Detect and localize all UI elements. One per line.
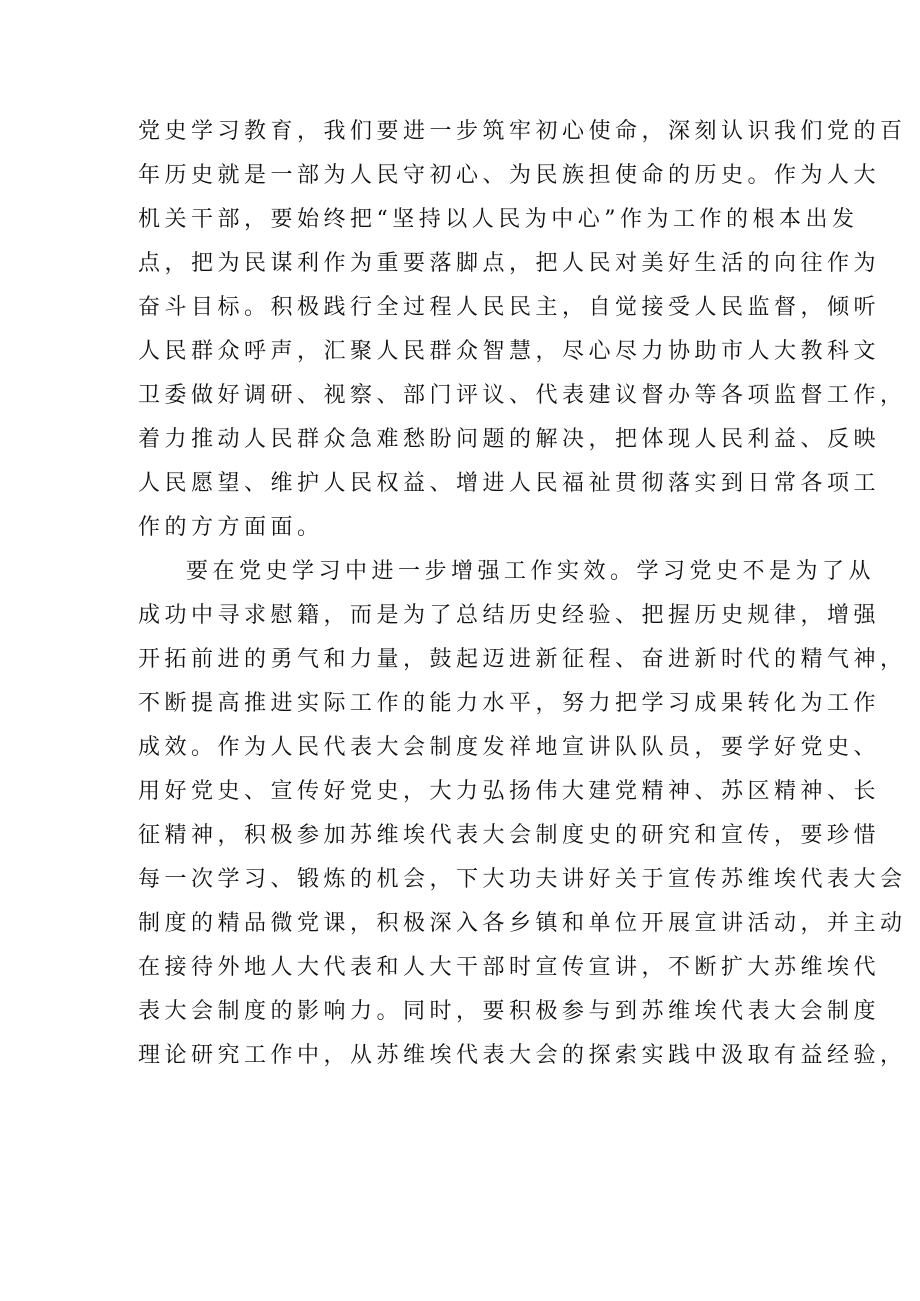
text-line: 用好党史、宣传好党史，大力弘扬伟大建党精神、苏区精神、长	[138, 779, 881, 804]
text-line: 机关干部，要始终把“坚持以人民为中心”作为工作的根本出发	[138, 207, 859, 232]
text-line: 年历史就是一部为人民守初心、为民族担使命的历史。作为人大	[138, 163, 881, 188]
text-line: 作的方方面面。	[138, 515, 324, 540]
text-line: 制度的精品微党课，积极深入各乡镇和单位开展宣讲活动，并主动	[138, 911, 907, 936]
text-line: 每一次学习、锻炼的机会，下大功夫讲好关于宣传苏维埃代表大会	[138, 867, 907, 892]
text-line: 不断提高推进实际工作的能力水平，努力把学习成果转化为工作	[138, 691, 881, 716]
text-line: 人民群众呼声，汇聚人民群众智慧，尽心尽力协助市人大教科文	[138, 339, 881, 364]
text-line: 理论研究工作中，从苏维埃代表大会的探索实践中汲取有益经验，	[138, 1043, 907, 1068]
text-line: 征精神，积极参加苏维埃代表大会制度史的研究和宣传，要珍惜	[138, 823, 881, 848]
text-line: 成功中寻求慰籍，而是为了总结历史经验、把握历史规律，增强	[138, 603, 881, 628]
text-line: 着力推动人民群众急难愁盼问题的解决，把体现人民利益、反映	[138, 427, 881, 452]
text-line: 点，把为民谋利作为重要落脚点，把人民对美好生活的向往作为	[138, 251, 881, 276]
text-line: 奋斗目标。积极践行全过程人民民主，自觉接受人民监督，倾听	[138, 295, 881, 320]
text-line: 成效。作为人民代表大会制度发祥地宣讲队队员，要学好党史、	[138, 735, 881, 760]
document-body	[138, 110, 907, 1078]
text-line: 人民愿望、维护人民权益、增进人民福祉贯彻落实到日常各项工	[138, 471, 881, 496]
text-line: 表大会制度的影响力。同时，要积极参与到苏维埃代表大会制度	[138, 999, 881, 1024]
text-line: 党史学习教育，我们要进一步筑牢初心使命，深刻认识我们党的百	[138, 119, 907, 144]
text-line: 在接待外地人大代表和人大干部时宣传宣讲，不断扩大苏维埃代	[138, 955, 881, 980]
text-line: 开拓前进的勇气和力量，鼓起迈进新征程、奋进新时代的精气神，	[138, 647, 907, 672]
paragraph-2	[138, 550, 907, 1078]
text-line: 要在党史学习中进一步增强工作实效。学习党史不是为了从	[186, 559, 876, 584]
text-line: 卫委做好调研、视察、部门评议、代表建议督办等各项监督工作，	[138, 383, 907, 408]
paragraph-1	[138, 110, 907, 550]
